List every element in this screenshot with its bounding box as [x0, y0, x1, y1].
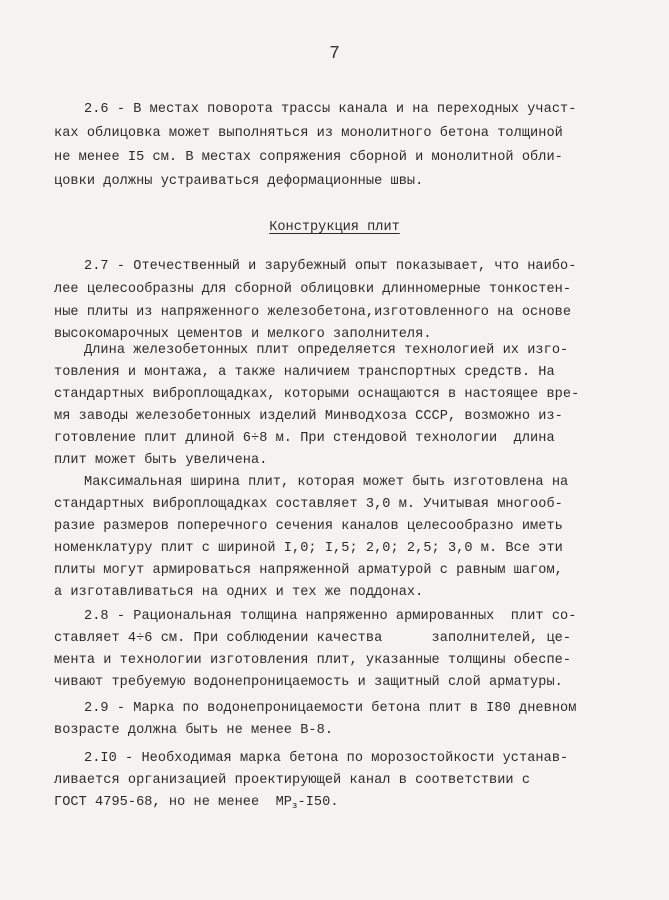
paragraph-2-8-line: ставляет 4÷6 см. При соблюдении качества заполнителей, це- — [54, 631, 572, 646]
paragraph-2-6-line: ках облицовка может выполняться из монолитного бетона толщиной — [54, 126, 563, 141]
paragraph-width-line: разие размеров поперечного сечения каналов целесообразно иметь — [54, 519, 563, 534]
paragraph-2-7-line: 2.7 - Отечественный и зарубежный опыт показывает, что наибо- — [84, 259, 577, 274]
paragraph-width-line: а изготавливаться на одних и тех же поддонах. — [54, 585, 424, 600]
paragraph-width-line: плиты могут армироваться напряженной арматурой с равным шагом, — [54, 563, 563, 578]
paragraph-length-line: готовление плит длиной 6÷8 м. При стендовой технологии длина — [54, 431, 555, 446]
section-heading: Конструкция плит — [269, 220, 400, 235]
paragraph-width-line: номенклатуру плит с шириной I,0; I,5; 2,0; 2,5; 3,0 м. Все эти — [54, 541, 563, 556]
paragraph-2-8-line: чивают требуемую водонепроницаемость и защитный слой арматуры. — [54, 675, 563, 690]
paragraph-2-6-line: цовки должны устраиваться деформационные швы. — [54, 174, 424, 189]
paragraph-2-6-line: не менее I5 см. В местах сопряжения сборной и монолитной обли- — [54, 150, 563, 165]
paragraph-length-line: плит может быть увеличена. — [54, 453, 268, 468]
paragraph-length-line: стандартных виброплощадках, которыми оснащаются в настоящее вре- — [54, 387, 580, 402]
paragraph-2-8-line: мента и технологии изготовления плит, указанные толщины обеспе- — [54, 653, 572, 668]
page-number: 7 — [329, 44, 340, 64]
paragraph-width-line: стандартных виброплощадках составляет 3,0 м. Учитывая многооб- — [54, 497, 563, 512]
paragraph-2-6-line: 2.6 - В местах поворота трассы канала и на переходных участ- — [84, 102, 577, 117]
paragraph-2-8-line: 2.8 - Рациональная толщина напряженно армированных плит со- — [84, 609, 577, 624]
paragraph-width-line: Максимальная ширина плит, которая может быть изготовлена на — [84, 475, 569, 490]
paragraph-2-10-line: ливается организацией проектирующей канал в соответствии с — [54, 773, 531, 788]
paragraph-2-7-line: ные плиты из напряженного железобетона,изготовленного на основе — [54, 305, 572, 320]
paragraph-2-9-line: возрасте должна быть не менее В-8. — [54, 723, 334, 738]
gost-reference: ГОСТ 4795-68, но не менее МР — [54, 795, 293, 810]
paragraph-2-7-line: высокомарочных цементов и мелкого заполнителя. — [54, 327, 432, 342]
paragraph-length-line: товления и монтажа, а также наличием транспортных средств. На — [54, 365, 555, 380]
paragraph-2-7-line: лее целесообразны для сборной облицовки длинномерные тонкостен- — [54, 282, 572, 297]
paragraph-2-10-line — [54, 794, 339, 815]
paragraph-length-line: Длина железобетонных плит определяется технологией их изго- — [84, 343, 569, 358]
paragraph-2-10-line: 2.I0 - Необходимая марка бетона по морозостойкости устанав- — [84, 751, 569, 766]
frost-grade-subscript: з — [292, 801, 298, 811]
paragraph-2-9-line: 2.9 - Марка по водонепроницаемости бетона плит в I80 дневном — [84, 701, 577, 716]
paragraph-length-line: мя заводы железобетонных изделий Минводхоза СССР, возможно из- — [54, 409, 563, 424]
frost-grade-value: -I50. — [297, 795, 339, 810]
